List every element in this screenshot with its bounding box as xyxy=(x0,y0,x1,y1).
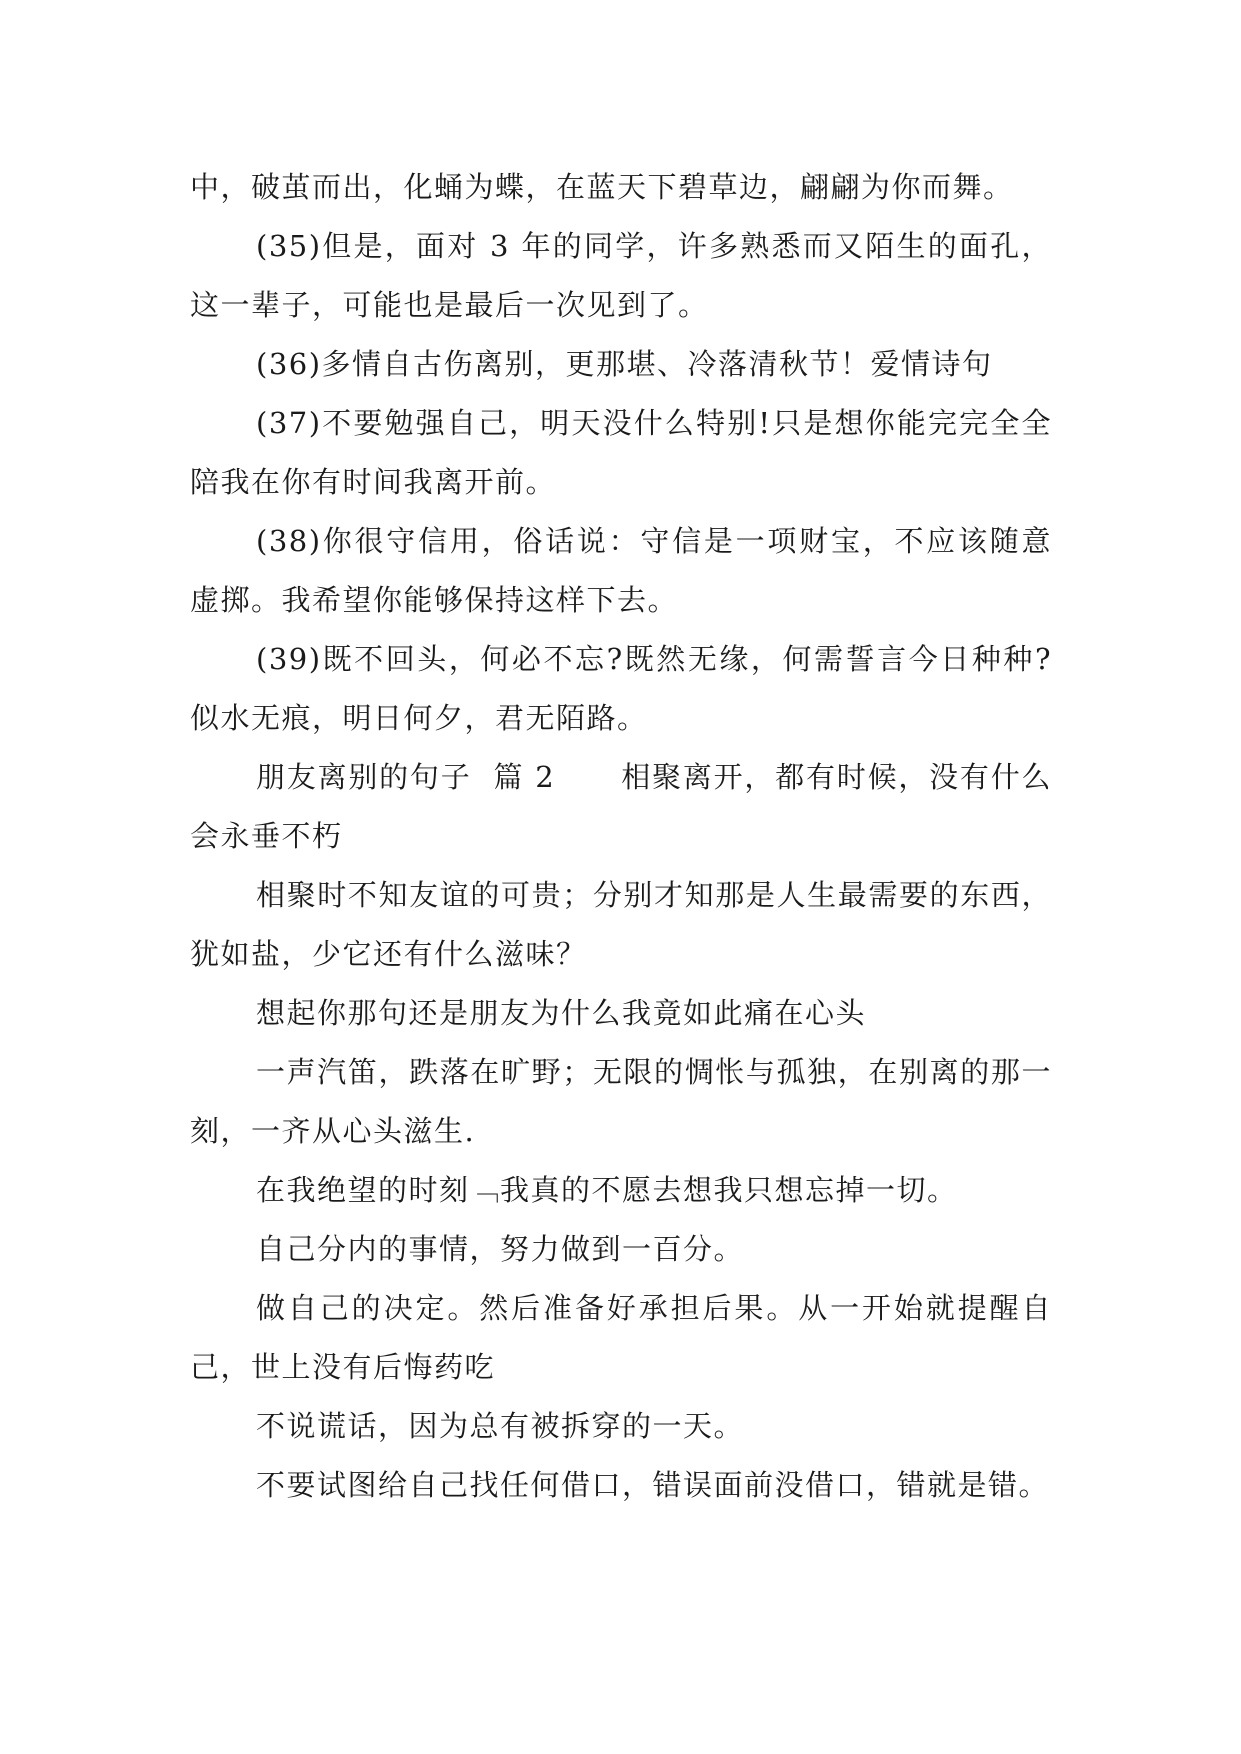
paragraph: 在我绝望的时刻﹁我真的不愿去想我只想忘掉一切。 xyxy=(256,1173,958,1207)
paragraph: 一声汽笛，跌落在旷野；无限的惆怅与孤独，在别离的那一刻，一齐从心头滋生. xyxy=(190,1055,1052,1148)
paragraph: 自己分内的事情，努力做到一百分。 xyxy=(256,1232,745,1266)
paragraph: 不说谎话，因为总有被拆穿的一天。 xyxy=(256,1409,745,1443)
paragraph: 想起你那句还是朋友为什么我竟如此痛在心头 xyxy=(256,996,867,1030)
document-body xyxy=(190,158,1052,1515)
paragraph-continuation: 中，破茧而出，化蛹为蝶，在蓝天下碧草边，翩翩为你而舞。 xyxy=(190,170,1014,204)
section-heading-paragraph: 朋友离别的句子 篇 2 相聚离开，都有时候，没有什么会永垂不朽 xyxy=(190,760,1052,853)
paragraph: 相聚时不知友谊的可贵；分别才知那是人生最需要的东西，犹如盐，少它还有什么滋味？ xyxy=(190,878,1052,971)
paragraph-39: (39)既不回头，何必不忘?既然无缘，何需誓言今日种种?似水无痕，明日何夕，君无陌路。 xyxy=(190,642,1052,735)
paragraph: 不要试图给自己找任何借口，错误面前没借口，错就是错。 xyxy=(256,1468,1050,1502)
paragraph-37: (37)不要勉强自己，明天没什么特别!只是想你能完完全全陪我在你有时间我离开前。 xyxy=(190,406,1052,499)
paragraph: 做自己的决定。然后准备好承担后果。从一开始就提醒自己，世上没有后悔药吃 xyxy=(190,1291,1052,1384)
paragraph-35: (35)但是，面对 3 年的同学，许多熟悉而又陌生的面孔，这一辈子，可能也是最后一次见到了。 xyxy=(190,229,1052,322)
paragraph-36: (36)多情自古伤离别，更那堪、冷落清秋节！爱情诗句 xyxy=(256,347,993,381)
paragraph-38: (38)你很守信用，俗话说：守信是一项财宝，不应该随意虚掷。我希望你能够保持这样下去。 xyxy=(190,524,1052,617)
